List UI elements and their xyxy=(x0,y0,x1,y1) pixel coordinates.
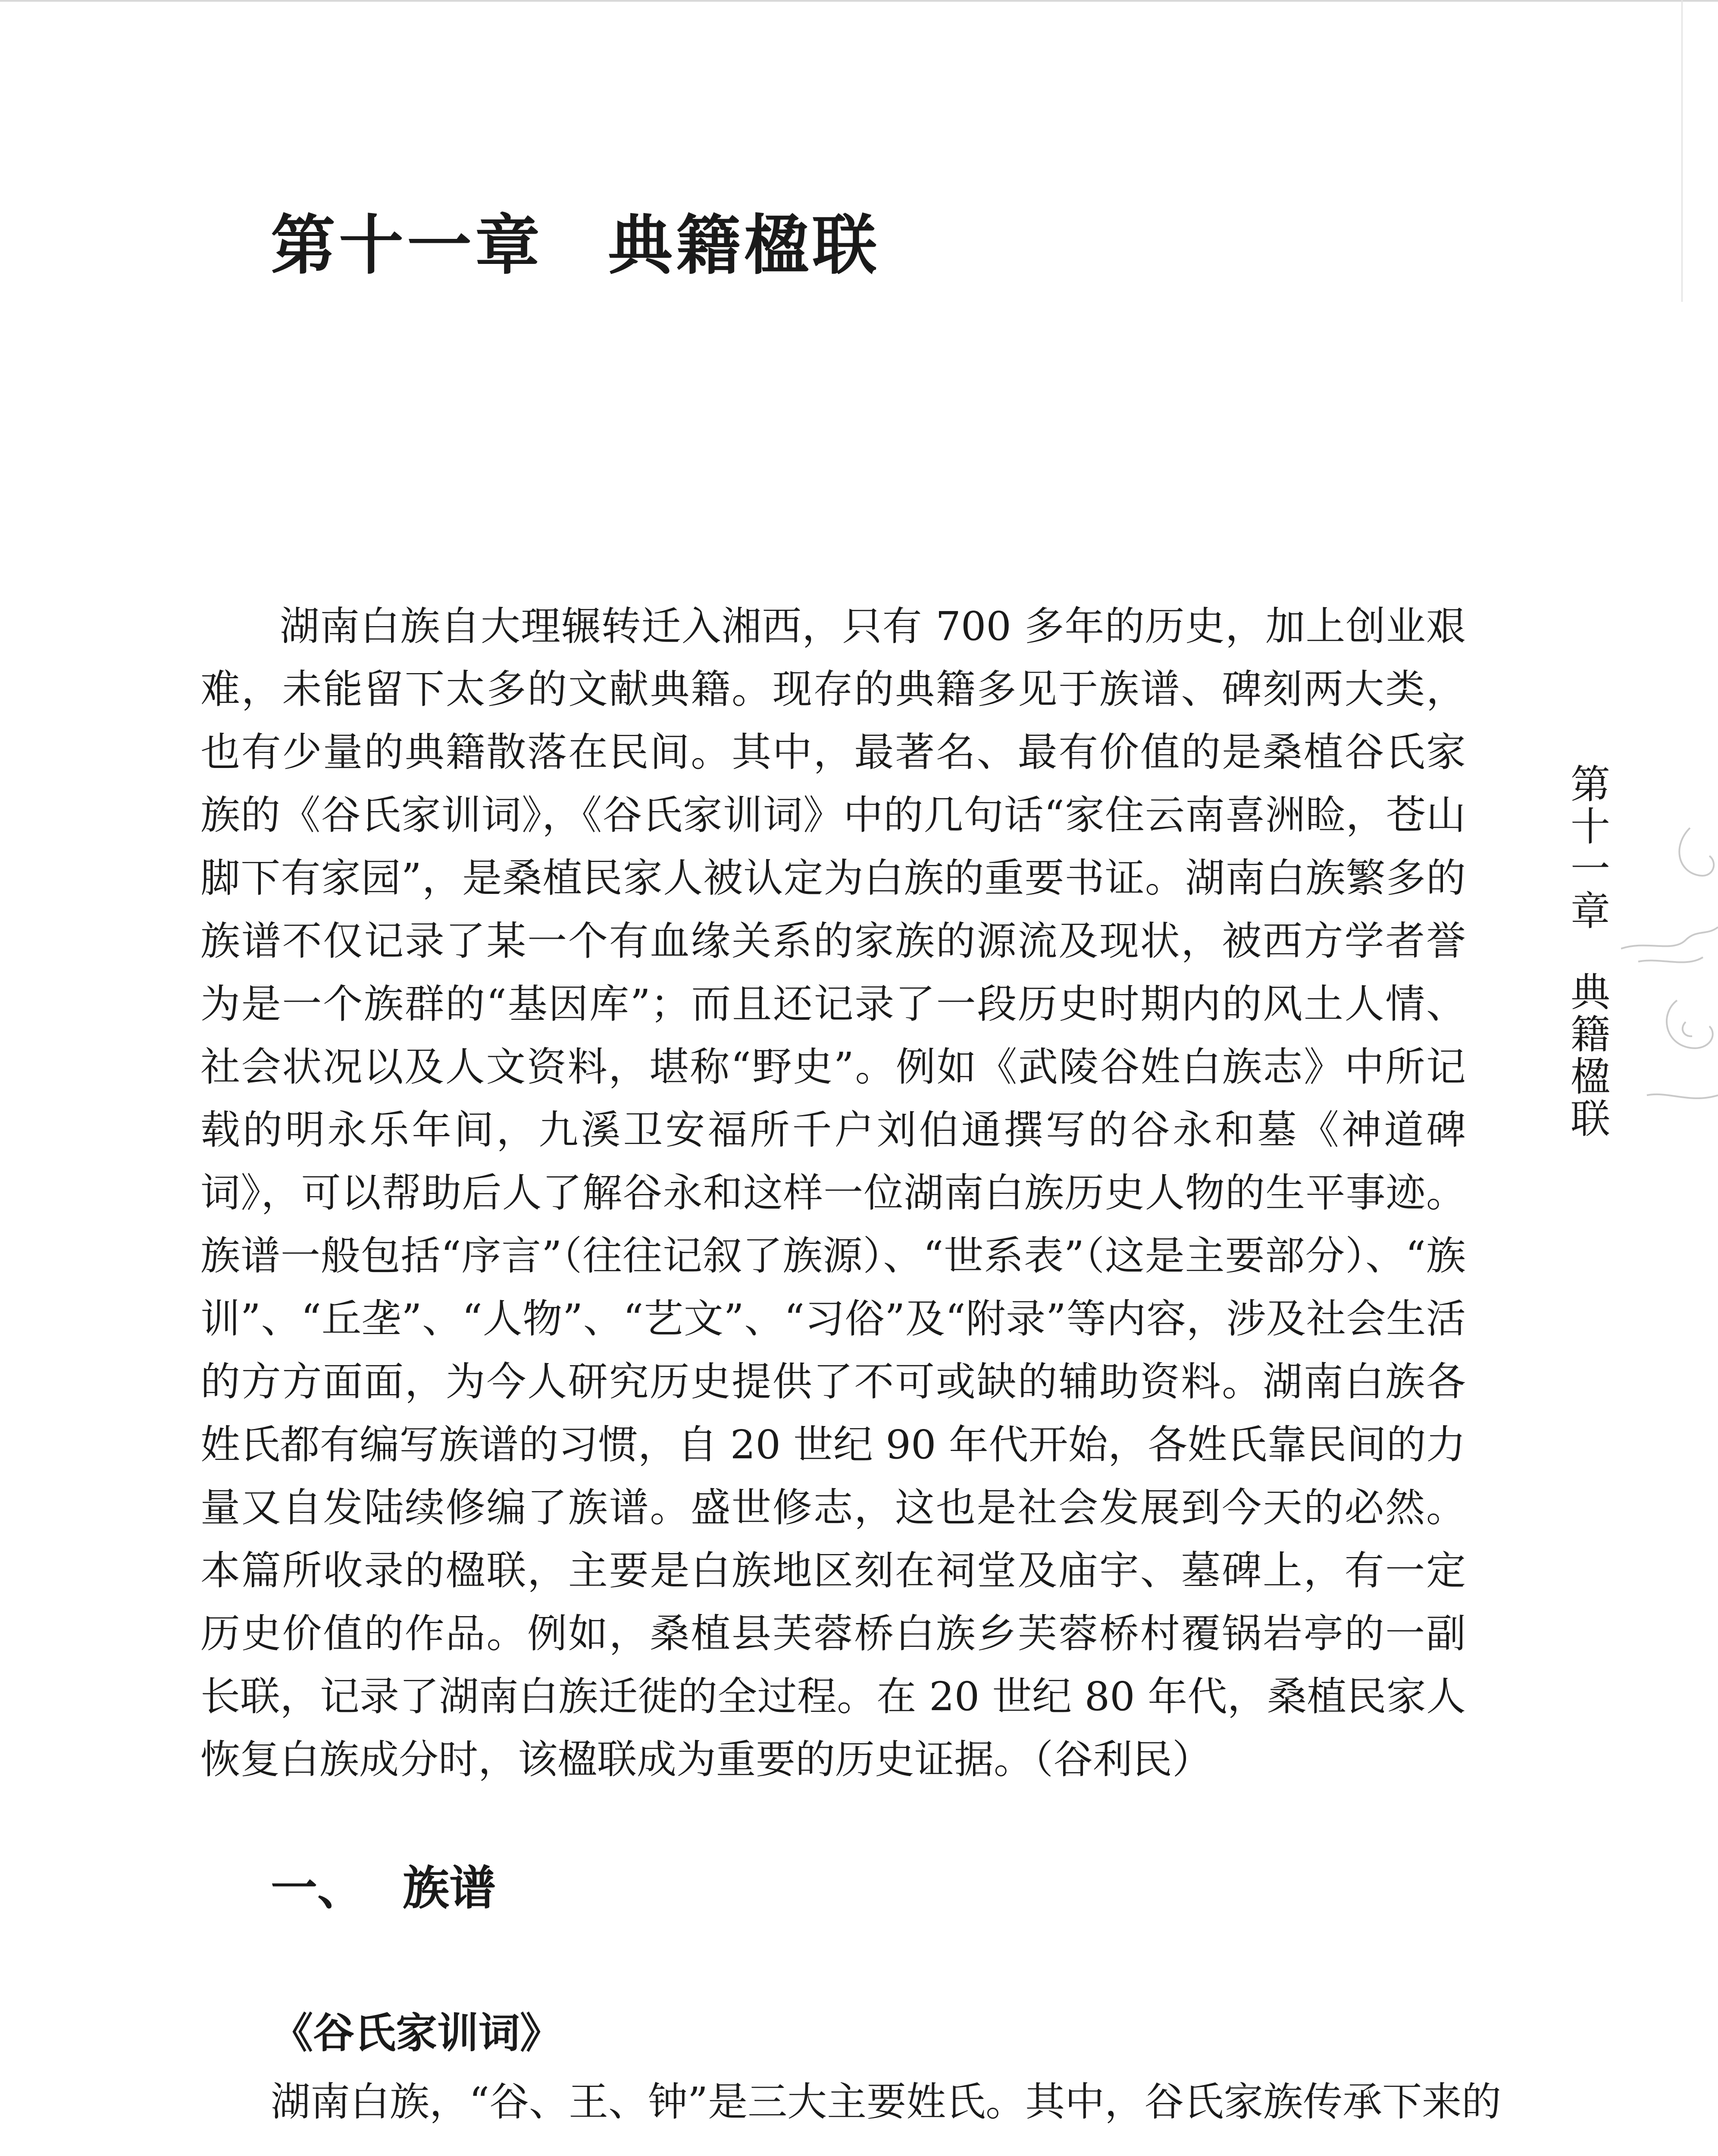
side-tab-title: 典籍楹联 xyxy=(1564,971,1610,1140)
section-title: 族谱 xyxy=(403,1861,496,1915)
chapter-name: 典籍楹联 xyxy=(608,208,881,283)
section-number: 一、 xyxy=(271,1861,364,1915)
page-margin-line xyxy=(1681,0,1683,302)
side-tab-chapter: 第十一章 xyxy=(1564,763,1610,932)
scan-edge-line xyxy=(0,0,1718,2)
subsection-heading: 《谷氏家训词》 xyxy=(272,2009,561,2057)
body-text: 湖南白族，“谷、王、钟”是三大主要姓氏。其中，谷氏家族传承下来的 xyxy=(271,2079,1502,2125)
chapter-number: 第十一章 xyxy=(271,208,544,283)
chapter-side-tab xyxy=(1556,763,1612,1358)
cloud-ornament-icon xyxy=(1621,819,1718,1164)
section-heading xyxy=(271,1858,496,1919)
chapter-title xyxy=(271,203,880,289)
intro-paragraph: 湖南白族自大理辗转迁入湘西，只有 700 多年的历史，加上创业艰难，未能留下太多的文献典籍。现存的典籍多见于族谱、碑刻两大类，也有少量的典籍散落在民间。其中，最著名、最有价值的是桑植谷氏家族的《谷氏家训词》，《谷氏家训词》中的几句话“家住云南喜洲睑，苍山脚下有家园”，是桑植民家人被认定为白族的重要书证。湖南白族繁多的族谱不仅记录了某一个有血缘关系的家族的源流及现状，被西方学者誉为是一个族群的“基因库”；而且还记录了一段历史时期内的风土人情、社会状况以及人文资料，堪称“野史”。例如《武陵谷姓白族志》中所记载的明永乐年间，九溪卫安福所千户刘伯通撰写的谷永和墓《神道碑词》，可以帮助后人了解谷永和这样一位湖南白族历史人物的生平事迹。族谱一般包括“序言”（往往记叙了族源）、“世系表”（这是主要部分）、“族训”、“丘垄”、“人物”、“艺文”、“习俗”及“附录”等内容，涉及社会生活的方方面面，为今人研究历史提供了不可或缺的辅助资料。湖南白族各姓氏都有编写族谱的习惯，自 20 世纪 90 年代开始，各姓氏靠民间的力量又自发陆续修编了族谱。盛世修志，这也是社会发展到今天的必然。本篇所收录的楹联，主要是白族地区刻在祠堂及庙宇、墓碑上，有一定历史价值的作品。例如，桑植县芙蓉桥白族乡芙蓉桥村覆锅岩亭的一副长联，记录了湖南白族迁徙的全过程。在 20 世纪 80 年代，桑植民家人恢复白族成分时，该楹联成为重要的历史证据。（谷利民） xyxy=(200,603,1466,1783)
